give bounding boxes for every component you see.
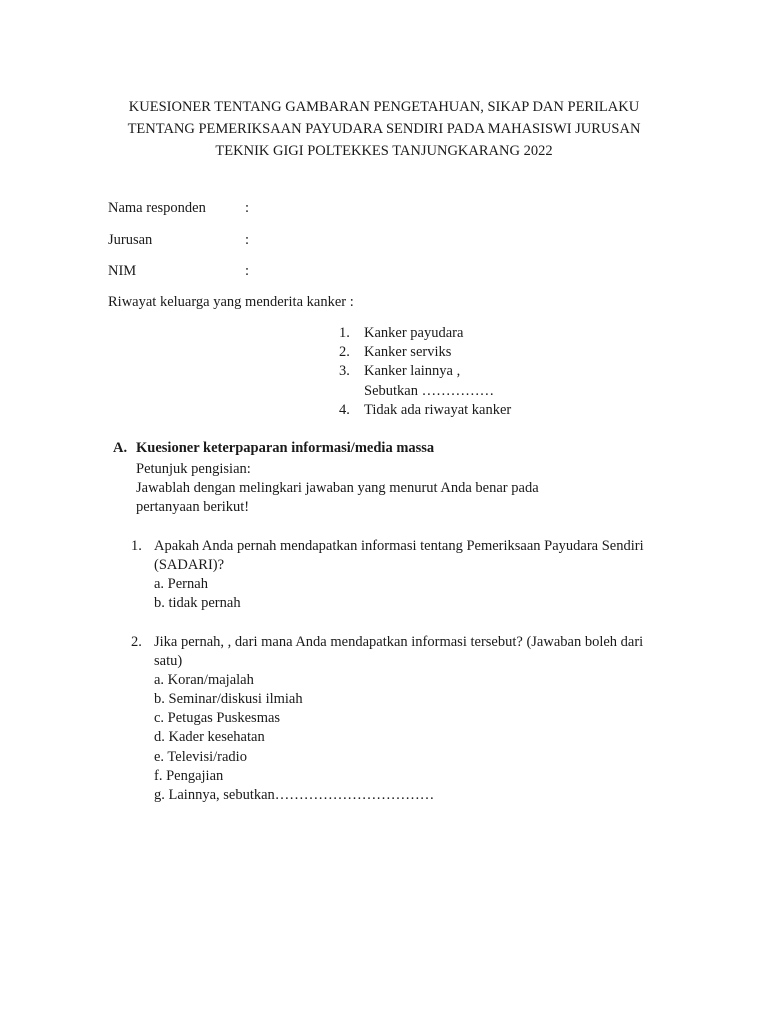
history-option-text: Kanker payudara — [364, 325, 464, 341]
answer-option: e. Televisi/radio — [154, 749, 247, 765]
field-label-nim: NIM — [108, 263, 137, 279]
history-option-num: 3. — [339, 363, 350, 379]
answer-option: b. tidak pernah — [154, 595, 241, 611]
instruction-line: Jawablah dengan melingkari jawaban yang menurut Anda benar pada — [136, 480, 539, 496]
answer-option: f. Pengajian — [154, 768, 224, 784]
question-text: Jika pernah, , dari mana Anda mendapatkan informasi tersebut? (Jawaban boleh dari — [154, 634, 644, 650]
answer-option: a. Pernah — [154, 576, 208, 592]
history-option-num: 4. — [339, 402, 350, 418]
history-option-text: Sebutkan …………… — [364, 383, 495, 399]
section-a-letter: A. — [113, 440, 128, 456]
question-number: 2. — [131, 634, 142, 650]
answer-option: d. Kader kesehatan — [154, 729, 265, 745]
history-label: Riwayat keluarga yang menderita kanker : — [108, 294, 354, 310]
history-option-text: Tidak ada riwayat kanker — [364, 402, 512, 418]
instruction-line: pertanyaan berikut! — [136, 499, 250, 515]
question-text: Apakah Anda pernah mendapatkan informasi tentang Pemeriksaan Payudara Sendiri — [154, 538, 644, 554]
history-option-num: 1. — [339, 325, 350, 341]
question-number: 1. — [131, 538, 142, 554]
field-colon-jurusan: : — [245, 232, 250, 248]
history-option-text: Kanker serviks — [364, 344, 452, 360]
field-colon-nim: : — [245, 263, 250, 279]
document-title — [0, 96, 768, 162]
answer-option: b. Seminar/diskusi ilmiah — [154, 691, 303, 707]
field-colon-name: : — [245, 200, 250, 216]
question-text: satu) — [154, 653, 183, 669]
history-option-text: Kanker lainnya , — [364, 363, 461, 379]
answer-option: c. Petugas Puskesmas — [154, 710, 281, 726]
history-option-num: 2. — [339, 344, 350, 360]
answer-option: g. Lainnya, sebutkan…………………………… — [154, 787, 435, 803]
title-line-1: KUESIONER TENTANG GAMBARAN PENGETAHUAN, SIKAP DAN PERILAKU — [128, 99, 640, 115]
title-line-3: TEKNIK GIGI POLTEKKES TANJUNGKARANG 2022 — [215, 143, 553, 159]
field-label-jurusan: Jurusan — [108, 232, 153, 248]
question-text: (SADARI)? — [154, 557, 225, 573]
answer-option: a. Koran/majalah — [154, 672, 254, 688]
title-line-2: TENTANG PEMERIKSAAN PAYUDARA SENDIRI PADA MAHASISWI JURUSAN — [127, 121, 641, 137]
field-label-name: Nama responden — [108, 200, 206, 216]
instruction-title: Petunjuk pengisian: — [136, 461, 251, 477]
section-a-heading: Kuesioner keterpaparan informasi/media massa — [136, 440, 435, 456]
